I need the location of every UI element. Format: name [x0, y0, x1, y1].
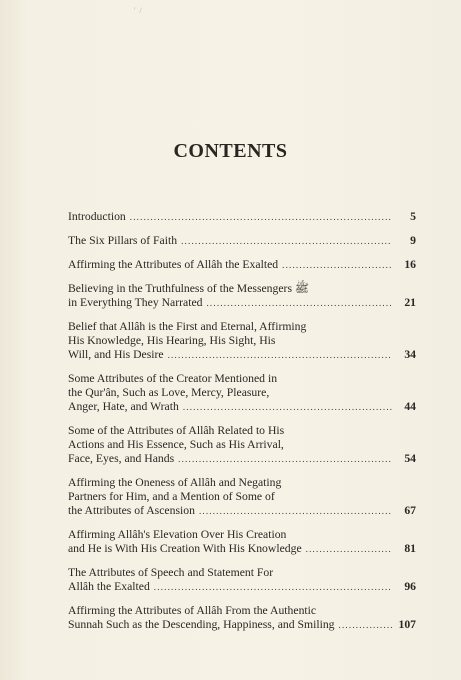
toc-entry — [68, 320, 416, 362]
toc-entry-line: The Attributes of Speech and Statement For — [68, 566, 274, 579]
toc-entry — [68, 234, 416, 248]
toc-entry-line: Some of the Attributes of Allâh Related to His — [68, 424, 285, 437]
toc-entry-line: in Everything They Narrated — [68, 296, 203, 309]
toc-entry-line: Actions and His Essence, Such as His Arrival, — [68, 438, 284, 451]
toc-entry-line: His Knowledge, His Hearing, His Sight, His — [68, 334, 276, 347]
dot-leader — [206, 296, 392, 310]
corner-mark: ' / — [134, 6, 143, 15]
toc-entry-line: Allâh the Exalted — [68, 580, 150, 593]
toc-entry-line: the Qur'ân, Such as Love, Mercy, Pleasure, — [68, 386, 270, 399]
toc-entry-last-line — [68, 504, 416, 518]
dot-leader — [183, 400, 392, 414]
dot-leader — [306, 542, 392, 556]
toc-entry-line: Anger, Hate, and Wrath — [68, 400, 179, 413]
toc-entry-last-line — [68, 258, 416, 272]
toc-entry-line: Some Attributes of the Creator Mentioned in — [68, 372, 278, 385]
toc-entry — [68, 258, 416, 272]
toc-entry — [68, 566, 416, 594]
dot-leader — [339, 618, 392, 632]
toc-page-number: 34 — [404, 348, 416, 361]
toc-entry-line: Affirming the Oneness of Allâh and Negating — [68, 476, 282, 489]
toc-entry-last-line — [68, 234, 416, 248]
toc-entry — [68, 604, 416, 632]
toc-entry-line: Partners for Him, and a Mention of Some of — [68, 490, 275, 503]
toc-entry-last-line — [68, 452, 416, 466]
toc-page-number: 107 — [398, 618, 416, 631]
toc-page-number: 9 — [410, 234, 416, 247]
dot-leader — [282, 258, 392, 272]
page-title: CONTENTS — [173, 140, 288, 162]
toc-entry — [68, 210, 416, 224]
dot-leader — [181, 234, 392, 248]
toc-entry-last-line — [68, 296, 416, 310]
toc-entry — [68, 282, 416, 310]
toc-entry-line: the Attributes of Ascension — [68, 504, 195, 517]
toc-entry-last-line — [68, 580, 416, 594]
toc-entry-last-line — [68, 210, 416, 224]
toc-entry-line: The Six Pillars of Faith — [68, 234, 178, 247]
toc-page-number: 16 — [404, 258, 416, 271]
toc-page-number: 67 — [404, 504, 416, 517]
toc-entry-line: Belief that Allâh is the First and Eternal, Affirming — [68, 320, 307, 333]
toc-page-number: 21 — [404, 296, 416, 309]
toc-entry-last-line — [68, 400, 416, 414]
toc-entry — [68, 476, 416, 518]
toc-page-number: 81 — [404, 542, 416, 555]
table-of-contents — [68, 210, 416, 632]
toc-page-number: 54 — [404, 452, 416, 465]
toc-entry-line: Sunnah Such as the Descending, Happiness, and Smiling — [68, 618, 335, 631]
toc-entry-line: Introduction — [68, 210, 126, 223]
toc-entry-last-line — [68, 348, 416, 362]
toc-page-number: 44 — [404, 400, 416, 413]
dot-leader — [154, 580, 392, 594]
toc-entry — [68, 372, 416, 414]
dot-leader — [199, 504, 392, 518]
toc-entry-line: Affirming the Attributes of Allâh From the Authentic — [68, 604, 317, 617]
toc-page-number: 96 — [404, 580, 416, 593]
dot-leader — [168, 348, 392, 362]
toc-entry-line: Believing in the Truthfulness of the Messengers ﷺ — [68, 282, 310, 295]
toc-entry-last-line — [68, 618, 416, 632]
toc-entry — [68, 528, 416, 556]
toc-entry-line: Face, Eyes, and Hands — [68, 452, 175, 465]
toc-entry-line: and He is With His Creation With His Knowledge — [68, 542, 302, 555]
toc-entry-last-line — [68, 542, 416, 556]
toc-page-number: 5 — [410, 210, 416, 223]
toc-entry — [68, 424, 416, 466]
dot-leader — [130, 210, 392, 224]
toc-entry-line: Affirming the Attributes of Allâh the Exalted — [68, 258, 279, 271]
toc-entry-line: Affirming Allâh's Elevation Over His Creation — [68, 528, 287, 541]
dot-leader — [178, 452, 392, 466]
toc-entry-line: Will, and His Desire — [68, 348, 164, 361]
